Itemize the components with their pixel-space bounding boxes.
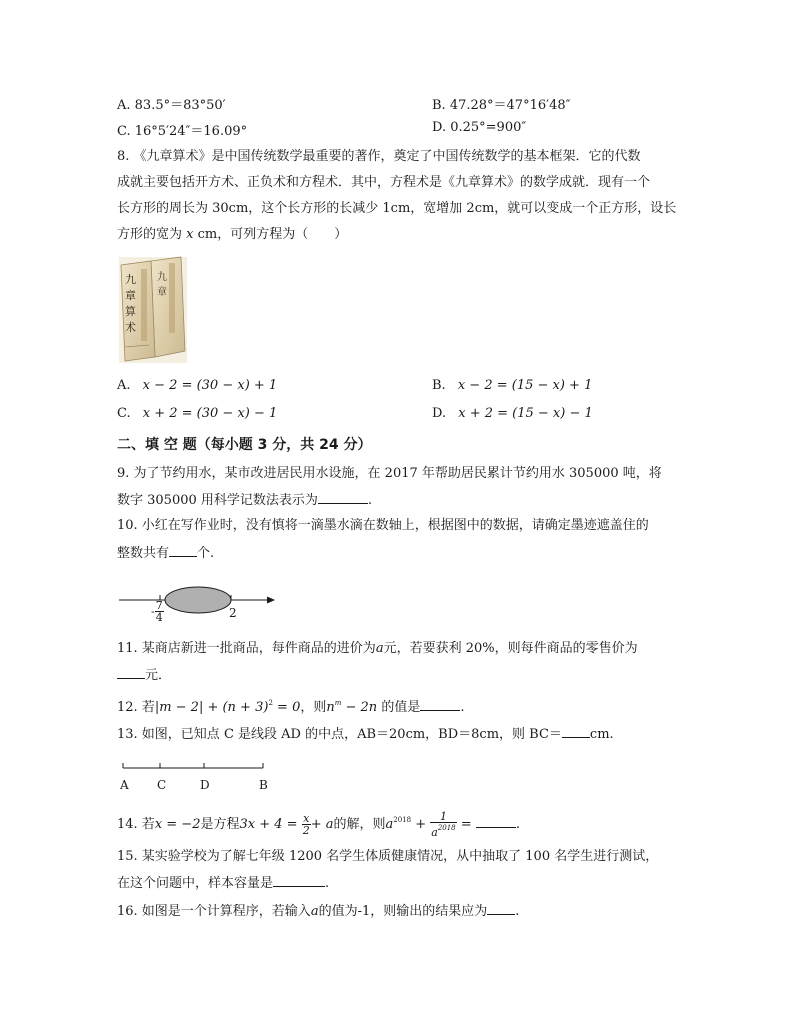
q7-option-b: B. 47.28°＝47°16′48″ <box>432 98 571 113</box>
book-image <box>117 255 189 365</box>
answer-blank[interactable] <box>476 815 516 828</box>
point-label-b: B <box>259 778 268 792</box>
answer-blank[interactable] <box>487 902 515 915</box>
q12-line: 12. 若$|m - 2| + (n + 3)^2 = 0$，则$n^m - 2n$ 的值是 . <box>117 699 465 715</box>
answer-blank[interactable] <box>562 725 590 738</box>
q8-line-3: 长方形的周长为 30cm，这个长方形的长减少 1cm，宽增加 2cm，就可以变成一个正方形，设长 <box>117 201 677 216</box>
q15-line-2: 在这个问题中，样本容量是 . <box>117 876 330 891</box>
arrow-head-icon <box>267 597 275 604</box>
q8-option-d: D. x + 2 = (15 − x) − 1 <box>432 406 593 421</box>
q8-option-b: B. x − 2 = (15 − x) + 1 <box>432 378 593 393</box>
answer-blank[interactable] <box>273 874 325 887</box>
answer-blank[interactable] <box>169 544 197 557</box>
answer-blank[interactable] <box>117 666 145 679</box>
svg-text:章: 章 <box>157 287 167 298</box>
q9-line-2: 数字 305000 用科学记数法表示为 . <box>117 493 373 508</box>
svg-text:算: 算 <box>125 305 136 318</box>
q15-line-1: 15. 某实验学校为了解七年级 1200 名学生体质健康情况，从中抽取了 100 名学生进行测试， <box>117 849 659 864</box>
q11-line-1: 11. 某商店新进一批商品，每件商品的进价为a元，若要获利 20%，则每件商品的零售价为 <box>117 641 638 656</box>
svg-text:九: 九 <box>157 272 167 283</box>
svg-text:九: 九 <box>125 273 136 286</box>
answer-blank[interactable] <box>318 491 368 504</box>
q9-line-1: 9. 为了节约用水，某市改进居民用水设施，在 2017 年帮助居民累计节约用水 305000 吨，将 <box>117 466 662 481</box>
q8-option-c: C. x + 2 = (30 − x) − 1 <box>117 406 278 421</box>
point-label-d: D <box>200 778 210 792</box>
q8-option-a: A. x − 2 = (30 − x) + 1 <box>117 378 278 393</box>
q8-line-2: 成就主要包括开方术、正负术和方程术．其中，方程术是《九章算术》的数学成就．现有一个 <box>117 175 651 190</box>
q8-line-4: 方形的宽为 x cm，可列方程为（ ） <box>117 227 348 242</box>
number-line-figure <box>117 583 277 629</box>
nine-chapters-book-illustration <box>117 255 189 365</box>
label-two: 2 <box>229 606 237 620</box>
q7-option-c: C. 16°5′24″＝16.09° <box>117 124 248 139</box>
q11-line-2: 元． <box>117 666 171 685</box>
q10-line-2: 整数共有 个. <box>117 546 215 561</box>
q13-line: 13. 如图，已知点 C 是线段 AD 的中点，AB＝20cm，BD＝8cm，则 BC＝ cm. <box>117 727 614 742</box>
q10-line-1: 10. 小红在写作业时，没有慎将一滴墨水滴在数轴上，根据图中的数据，请确定墨迹遮盖住的 <box>117 518 649 533</box>
answer-blank[interactable] <box>420 698 460 711</box>
q14-line: 14. 若x = −2是方程3x + 4 = $\frac{x}{2}$ + a的解，则$a^{2018}$ + $\frac{1}{a^{2018}}$ = . <box>117 810 520 839</box>
point-label-c: C <box>157 778 167 792</box>
q7-option-d: D. 0.25°=900″ <box>432 120 527 135</box>
point-label-a: A <box>120 778 129 792</box>
q7-option-a: A. 83.5°＝83°50′ <box>117 98 226 113</box>
q8-line-1: 8. 《九章算术》是中国传统数学最重要的著作，奠定了中国传统数学的基本框架．它的代数 <box>117 149 641 164</box>
label-neg-seven-fourths: - $\frac{7}{4}$ <box>151 599 163 624</box>
segment-figure <box>117 760 277 780</box>
ink-blot <box>165 587 231 613</box>
section-heading: 二、填 空 题（每小题 3 分，共 24 分） <box>117 437 372 453</box>
svg-text:术: 术 <box>125 321 136 334</box>
q16-line: 16. 如图是一个计算程序，若输入a的值为-1，则输出的结果应为 . <box>117 904 520 919</box>
variable-x: x <box>186 227 194 242</box>
svg-text:章: 章 <box>125 289 136 302</box>
